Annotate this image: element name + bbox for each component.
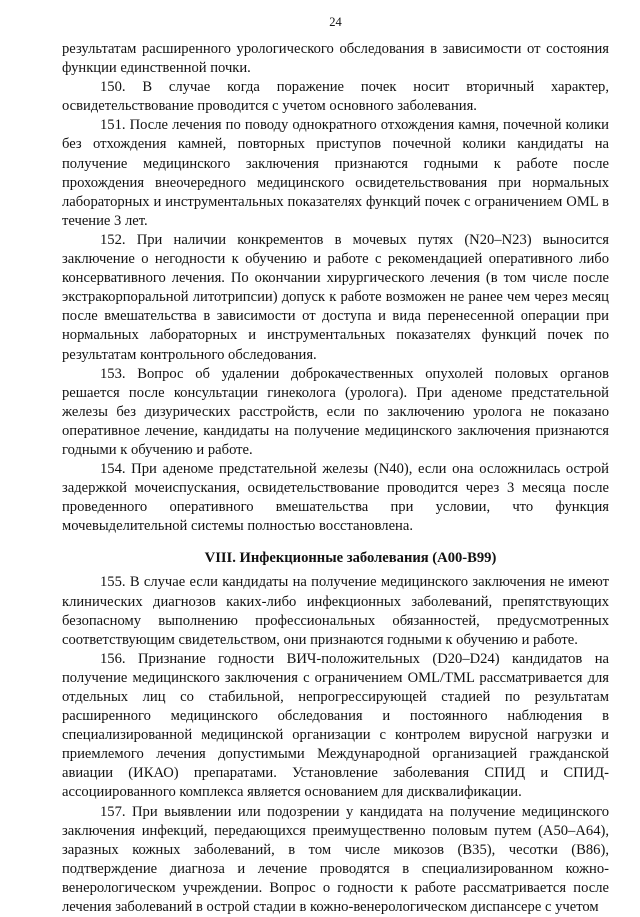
paragraph-157: 157. При выявлении или подозрении у кандидата на получение медицинского заключения инфекций, передающихся преимущественно половым путем (A50–A64), заразных кожных заболеваний, в том числе микозов (B35), чесотки (B86), подтверждение диагноза и лечение проводятся в специализированном кожно-венерологическом учреждении. Вопрос о годности к работе рассматривается после лечения заболеваний в острой стадии в кожно-венерологическом диспансере с учетом	[62, 803, 609, 916]
section-heading: VIII. Инфекционные заболевания (A00-B99)	[204, 550, 497, 567]
paragraph-152: 152. При наличии конкрементов в мочевых путях (N20–N23) выносится заключение о негодности к обучению и работе с рекомендацией оперативного либо консервативного лечения. По окончании хирургического лечения (в том числе после экстракорпоральной литотрипсии) допуск к работе возможен не ранее чем через месяц после вмешательства в зависимости от доступа и вида перенесенной операции при нормальных лабораторных и инструментальных показателях функций почек по результатам контрольного обследования.	[62, 231, 609, 363]
paragraph-156: 156. Признание годности ВИЧ-положительных (D20–D24) кандидатов на получение медицинского заключения с ограничением OML/TML рассматривается для отдельных лиц со стабильной, непрогрессирующей стадией по результатам расширенного медицинского обследования и постоянного наблюдения в специализированной медицинской организации с контролем вирусной нагрузки и приемлемого лечения допустимыми Международной организацией гражданской авиации (ИКАО) препаратами. Установление заболевания СПИД и СПИД-ассоциированного комплекса является основанием для дисквалификации.	[62, 650, 609, 801]
page-number: 24	[329, 15, 342, 29]
paragraph-153: 153. Вопрос об удалении доброкачественных опухолей половых органов решается после консультации гинеколога (уролога). При аденоме предстательной железы без дизурических расстройств, если по заключению уролога не показано оперативное лечение, кандидаты на получение медицинского заключения признаются годными к обучению и работе.	[62, 365, 609, 458]
paragraph-155: 155. В случае если кандидаты на получение медицинского заключения не имеют клинических диагнозов каких-либо инфекционных заболеваний, препятствующих безопасному выполнению профессиональных обязанностей, предусмотренных соответствующим свидетельством, они признаются годными к обучению и работе.	[62, 574, 609, 648]
paragraph-continuation: результатам расширенного урологического обследования в зависимости от состояния функции единственной почки.	[62, 41, 609, 77]
paragraph-154: 154. При аденоме предстательной железы (N40), если она осложнилась острой задержкой мочеиспускания, освидетельствование проводится через 3 месяца после проведенного оперативного вмешательства при условии, что функция мочевыделительной системы полностью восстановлена.	[62, 461, 609, 535]
paragraph-151: 151. После лечения по поводу однократного отхождения камня, почечной колики без отхождения камней, повторных приступов почечной колики кандидаты на получение медицинского заключения признаются годными к работе после прохождения внеочередного медицинского освидетельствования при нормальных лабораторных и инструментальных показателях функций почек с ограничением OML в течение 3 лет.	[62, 117, 609, 229]
paragraph-150: 150. В случае когда поражение почек носит вторичный характер, освидетельствование проводится с учетом основного заболевания.	[62, 79, 609, 115]
